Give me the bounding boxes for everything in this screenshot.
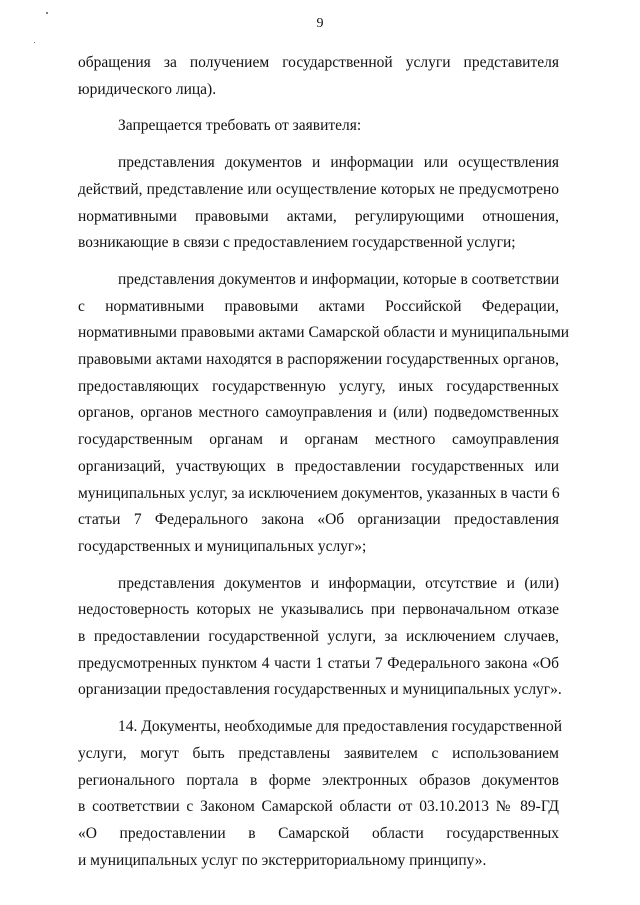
document-body — [78, 50, 570, 874]
text-line: нормативными правовыми актами, регулирующими отношения, — [78, 207, 559, 225]
text-line: регионального портала в форме электронных образов документов — [78, 771, 559, 789]
text-line: государственным органам и органам местного самоуправления — [78, 431, 559, 449]
paragraph-1 — [78, 50, 559, 103]
text-line: нормативными правовыми актами Самарской области и муниципальными — [78, 324, 570, 342]
text-line: действий, представление или осуществление которых не предусмотрено — [78, 180, 559, 198]
text-line: возникающие в связи с предоставлением государственной услуги; — [78, 234, 516, 252]
text-line: недостоверность которых не указывались при первоначальном отказе — [78, 601, 559, 619]
text-line: в предоставлении государственной услуги, за исключением случаев, — [78, 628, 559, 646]
text-line: услуги, могут быть представлены заявителем с использованием — [78, 744, 559, 762]
paragraph-4 — [78, 267, 570, 561]
text-line: юридического лица). — [78, 80, 217, 98]
text-line: представления документов и информации или осуществления — [118, 154, 559, 172]
text-line: правовыми актами находятся в распоряжении государственных органов, — [78, 351, 559, 369]
paragraph-5 — [78, 571, 562, 705]
text-line: представления документов и информации, которые в соответствии — [118, 270, 560, 288]
text-line: обращения за получением государственной услуги представителя — [78, 54, 559, 71]
text-line: в соответствии с Законом Самарской области от 03.10.2013 № 89-ГД — [78, 798, 559, 816]
text-line: 14. Документы, необходимые для предоставления государственной — [118, 718, 563, 736]
text-line: организации предоставления государственных и муниципальных услуг». — [78, 681, 562, 699]
text-line: предусмотренных пунктом 4 части 1 статьи 7 Федерального закона «Об — [78, 654, 559, 672]
text-line: организаций, участвующих в предоставлении государственных или — [78, 457, 559, 475]
text-line: статьи 7 Федерального закона «Об организации предоставления — [78, 511, 559, 529]
text-line: муниципальных услуг, за исключением документов, указанных в части 6 — [78, 484, 560, 502]
text-line: предоставляющих государственную услугу, иных государственных — [78, 377, 559, 395]
text-line: представления документов и информации, отсутствие и (или) — [118, 574, 559, 592]
scan-speck — [34, 42, 35, 43]
text-line: государственных и муниципальных услуг»; — [78, 537, 367, 555]
paragraph-2 — [78, 113, 559, 140]
text-line: и муниципальных услуг по экстерриториальному принципу». — [78, 851, 487, 869]
page-number: 9 — [316, 16, 324, 31]
scan-speck — [46, 12, 48, 14]
text-line: органов, органов местного самоуправления и (или) подведомственных — [78, 404, 559, 422]
paragraph-6 — [78, 714, 563, 874]
paragraph-3 — [78, 150, 559, 257]
text-line: с нормативными правовыми актами Российской Федерации, — [78, 297, 559, 315]
text-line: Запрещается требовать от заявителя: — [118, 117, 362, 135]
text-line: «О предоставлении в Самарской области государственных — [78, 824, 559, 842]
